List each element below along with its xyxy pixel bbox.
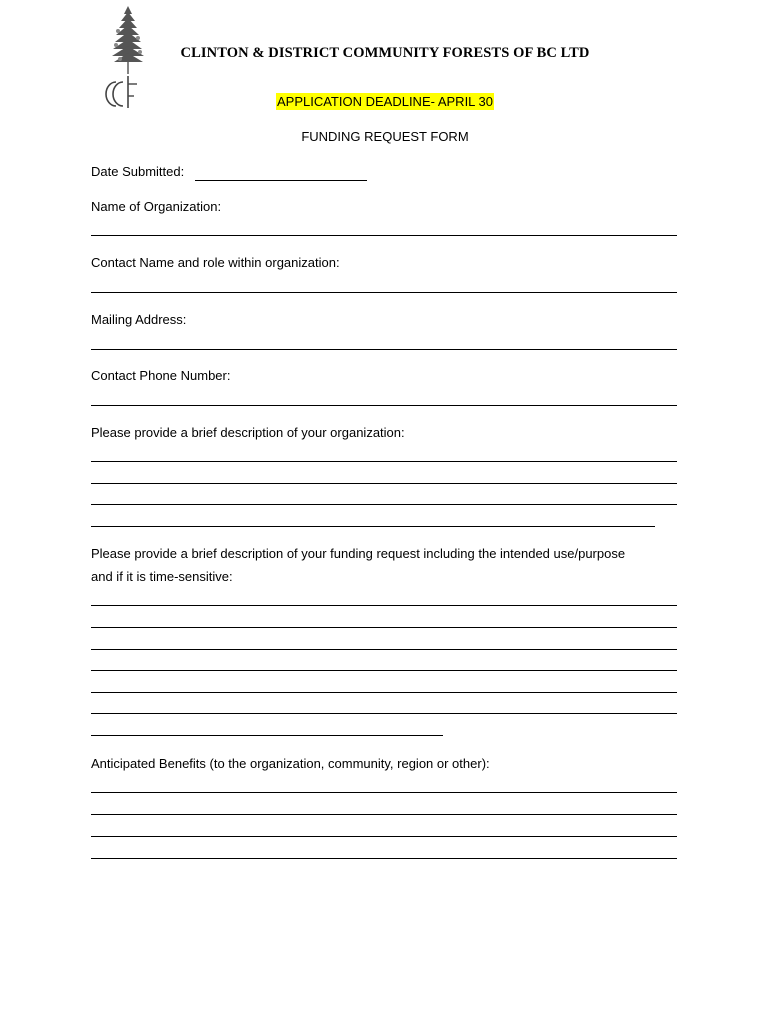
org-description-line[interactable] (91, 461, 677, 462)
organization-name-field[interactable] (91, 235, 677, 236)
organization-title-text: CLINTON & DISTRICT COMMUNITY FORESTS OF BC LTD (180, 45, 590, 61)
benefits-line[interactable] (91, 814, 677, 815)
funding-description-line[interactable] (91, 605, 677, 606)
benefits-line[interactable] (91, 858, 677, 859)
application-deadline (0, 94, 770, 109)
funding-description-line[interactable] (91, 670, 677, 671)
org-description-label: Please provide a brief description of your organization: (91, 425, 405, 440)
phone-label: Contact Phone Number: (91, 368, 231, 383)
date-submitted-field[interactable] (195, 180, 367, 181)
date-submitted-label: Date Submitted: (91, 164, 185, 179)
contact-name-label: Contact Name and role within organization: (91, 255, 340, 270)
organization-title (0, 45, 770, 62)
mailing-address-label: Mailing Address: (91, 312, 187, 327)
benefits-label: Anticipated Benefits (to the organization, community, region or other): (91, 756, 490, 771)
funding-description-label-line1: Please provide a brief description of your funding request including the intended use/purpose (91, 546, 626, 561)
form-title: FUNDING REQUEST FORM (301, 129, 469, 144)
org-description-line[interactable] (91, 504, 677, 505)
contact-name-field[interactable] (91, 292, 677, 293)
funding-description-line[interactable] (91, 713, 677, 714)
funding-description-line[interactable] (91, 735, 443, 736)
org-description-line[interactable] (91, 526, 655, 527)
funding-description-line[interactable] (91, 692, 677, 693)
funding-description-label-line2: and if it is time-sensitive: (91, 569, 233, 584)
phone-field[interactable] (91, 405, 677, 406)
benefits-line[interactable] (91, 836, 677, 837)
organization-name-label: Name of Organization: (91, 199, 222, 214)
org-description-line[interactable] (91, 483, 677, 484)
funding-description-line[interactable] (91, 649, 677, 650)
mailing-address-field[interactable] (91, 349, 677, 350)
deadline-highlight-text: APPLICATION DEADLINE- APRIL 30 (276, 94, 494, 109)
benefits-line[interactable] (91, 792, 677, 793)
funding-description-line[interactable] (91, 627, 677, 628)
